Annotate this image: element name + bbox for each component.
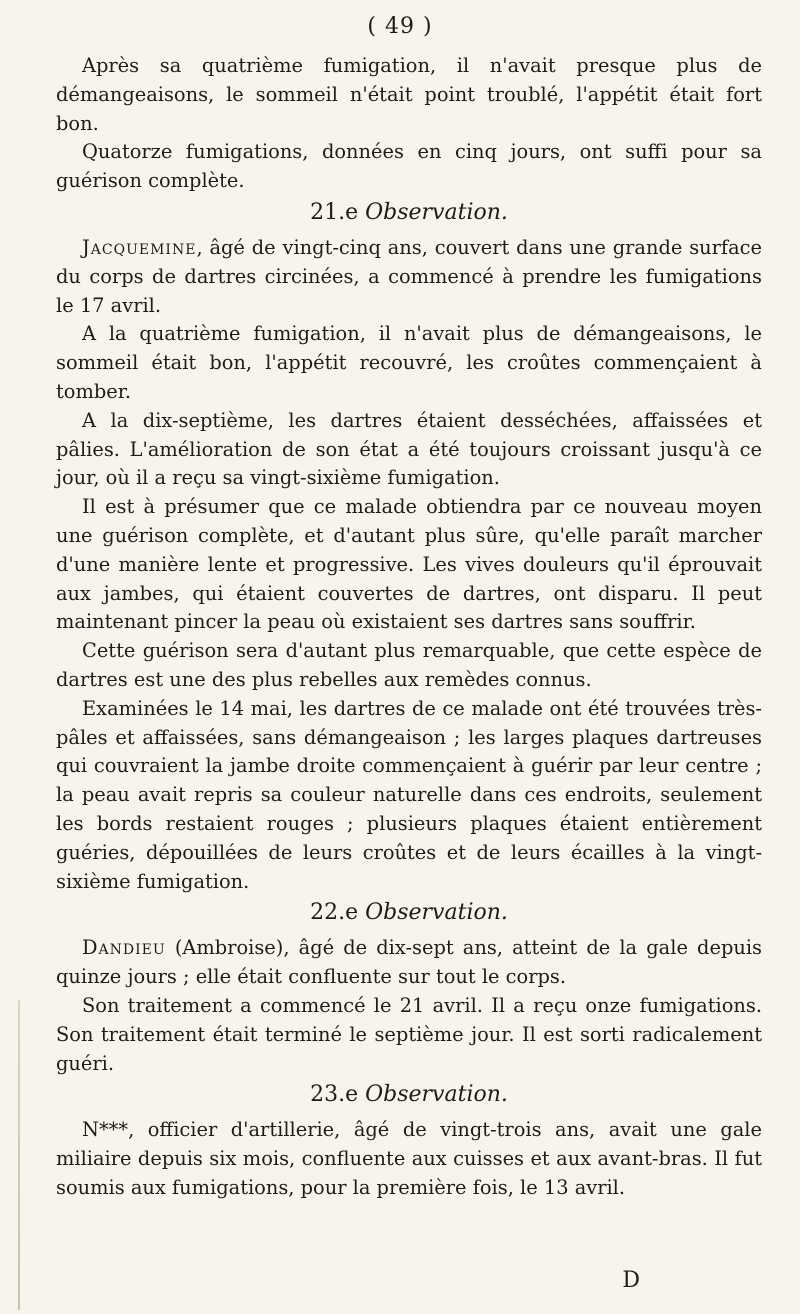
observation-paragraph: Cette guérison sera d'autant plus remarquable, que cette espèce de dartres est une des plus rebelles aux remèdes connus. xyxy=(56,639,762,691)
observation-number: 23.e xyxy=(310,1082,359,1108)
observation-number: 22.e xyxy=(310,900,359,926)
paragraph: Après sa quatrième fumigation, il n'avait presque plus de démangeaisons, le sommeil n'était point troublé, l'appétit était fort bon. xyxy=(56,54,762,135)
page-body xyxy=(56,52,762,1203)
observation-heading-22 xyxy=(56,898,762,928)
observation-paragraph: Examinées le 14 mai, les dartres de ce malade ont été trouvées très-pâles et affaissées, sans démangeaison ; les larges plaques dartreuses qui couvraient la jambe droite commençaient à guérir par leur centre ; la peau avait repris sa couleur naturelle dans ces endroits, seulement les bords restaient rouges ; plusieurs plaques étaient entièrement guéries, dépouillées de leurs croûtes et de leurs écailles à la vingt-sixième fumigation. xyxy=(56,696,762,893)
patient-name: Jacquemine xyxy=(82,235,197,259)
observation-paragraph: N***, officier d'artillerie, âgé de vingt-trois ans, avait une gale miliaire depuis six mois, confluente aux cuisses et aux avant-bras. Il fut soumis aux fumigations, pour la première fois, le 13 avril. xyxy=(56,1118,762,1199)
observation-paragraph: Il est à présumer que ce malade obtiendra par ce nouveau moyen une guérison complète, et d'autant plus sûre, qu'elle paraît marcher d'une manière lente et progressive. Les vives douleurs qu'il éprouvait aux jambes, qui étaient couvertes de dartres, ont disparu. Il peut maintenant pincer la peau où existaient ses dartres sans souffrir. xyxy=(56,495,762,634)
catchword: D xyxy=(622,1268,640,1293)
observation-title: Observation. xyxy=(365,199,508,225)
page-number: ( 49 ) xyxy=(367,14,433,39)
paragraph: Quatorze fumigations, données en cinq jours, ont suffi pour sa guérison complète. xyxy=(56,140,762,193)
observation-title: Observation. xyxy=(365,1082,508,1108)
observation-heading-23 xyxy=(56,1080,762,1110)
observation-heading-21 xyxy=(56,198,762,228)
observation-paragraph: Dandieu (Ambroise), âgé de dix-sept ans, atteint de la gale depuis quinze jours ; elle était confluente sur tout le corps. xyxy=(56,936,762,989)
observation-paragraph: Jacquemine, âgé de vingt-cinq ans, couvert dans une grande surface du corps de dartres circinées, a commencé à prendre les fumigations le 17 avril. xyxy=(56,235,762,317)
observation-number: 21.e xyxy=(310,199,359,225)
page-edge-shadow xyxy=(18,1000,20,1310)
patient-name: N*** xyxy=(82,1118,129,1142)
patient-name: Dandieu xyxy=(82,936,166,960)
observation-paragraph: A la quatrième fumigation, il n'avait plus de démangeaisons, le sommeil était bon, l'appétit recouvré, les croûtes commençaient à tomber. xyxy=(56,322,762,403)
observation-paragraph: A la dix-septième, les dartres étaient desséchées, affaissées et pâlies. L'amélioration de son état a été toujours croissant jusqu'à ce jour, où il a reçu sa vingt-sixième fumigation. xyxy=(56,408,762,490)
observation-title: Observation. xyxy=(365,900,508,926)
observation-paragraph: Son traitement a commencé le 21 avril. Il a reçu onze fumigations. Son traitement était terminé le septième jour. Il est sorti radicalement guéri. xyxy=(56,993,762,1075)
